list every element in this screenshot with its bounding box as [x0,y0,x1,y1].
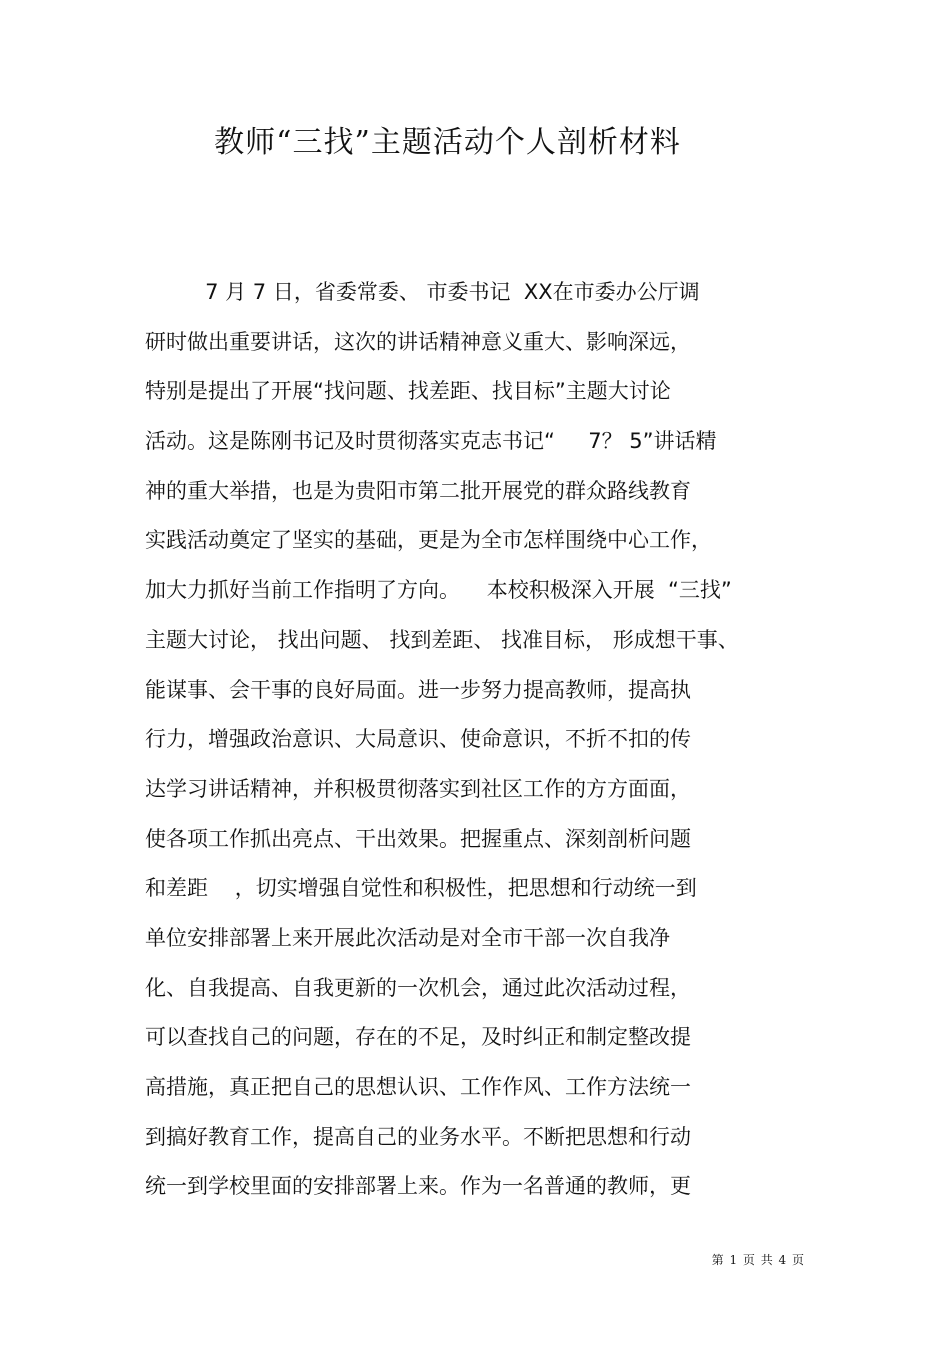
text-line: 使各项工作抓出亮点、干出效果。把握重点、深刻剖析问题 [145,826,691,851]
text-line: 达学习讲话精神，并积极贯彻落实到社区工作的方方面面， [145,776,691,801]
text-line: 统一到学校里面的安排部署上来。作为一名普通的教师，更 [145,1174,691,1199]
text-line: 到搞好教育工作，提高自己的业务水平。不断把思想和行动 [145,1124,691,1149]
text-line: 主题大讨论， 找出问题、 找到差距、 找准目标， 形成想干事、 [145,627,739,652]
text-line: 单位安排部署上来开展此次活动是对全市干部一次自我净 [145,925,670,950]
text-line: 能谋事、会干事的良好局面。进一步努力提高教师，提高执 [145,677,691,702]
text-line: 研时做出重要讲话，这次的讲话精神意义重大、影响深远， [145,329,691,354]
text-line: 神的重大举措，也是为贵阳市第二批开展党的群众路线教育 [145,478,691,503]
text-line: 加大力抓好当前工作指明了方向。 本校积极深入开展 “三找” [145,578,732,603]
text-line: 活动。这是陈刚书记及时贯彻落实克志书记“ 7？ 5”讲话精 [145,429,717,454]
text-line: 行力，增强政治意识、大局意识、使命意识，不折不扣的传 [145,727,691,752]
text-line: 化、自我提高、自我更新的一次机会，通过此次活动过程， [145,975,691,1000]
text-line: 和差距 ，切实增强自觉性和积极性，把思想和行动统一到 [145,876,697,901]
text-line: 高措施，真正把自己的思想认识、工作作风、工作方法统一 [145,1075,691,1099]
text-line: 实践活动奠定了坚实的基础，更是为全市怎样围绕中心工作， [145,528,712,553]
page-number-footer: 第 1 页 共 4 页 [711,1253,805,1267]
body-text [145,268,845,1212]
text-line: 7 月 7 日，省委常委、 市委书记 XX在市委办公厅调 [145,280,700,304]
text-line: 可以查找自己的问题，存在的不足，及时纠正和制定整改提 [145,1025,691,1050]
page-title: 教师“三找”主题活动个人剖析材料 [214,125,681,160]
text-line: 特别是提出了开展“找问题、找差距、找目标”主题大讨论 [145,379,671,404]
